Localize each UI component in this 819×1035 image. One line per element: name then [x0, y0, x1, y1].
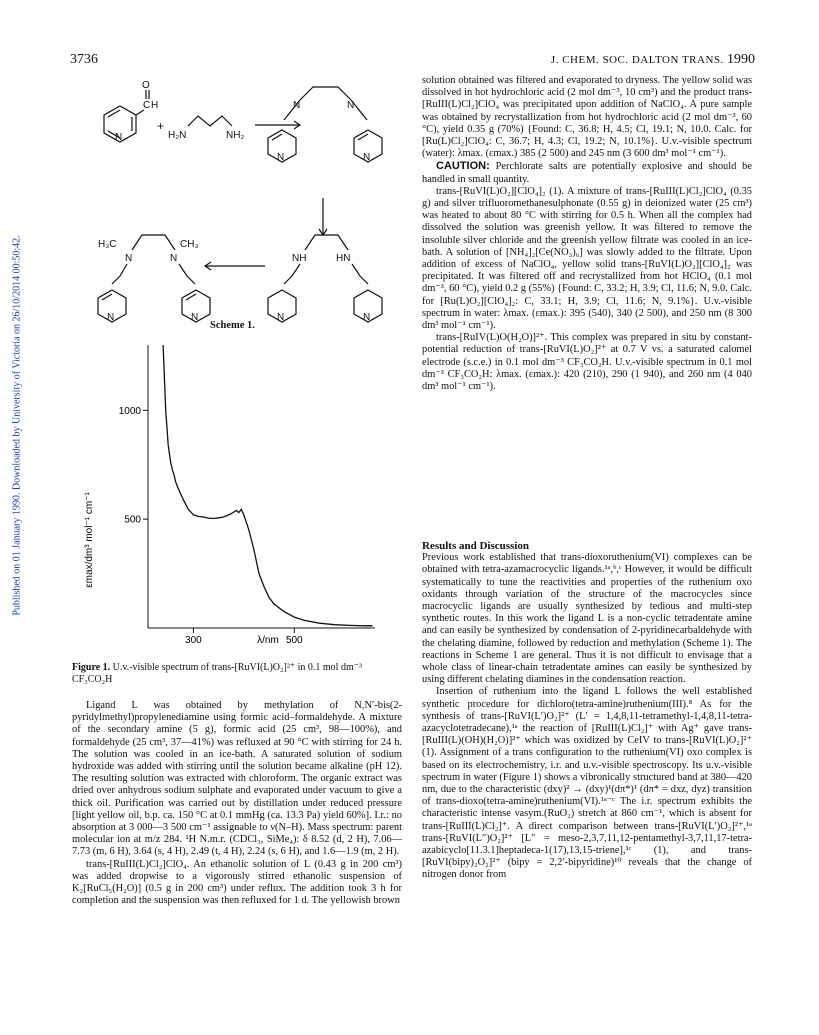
- ligand-ring-n1-label: N: [107, 312, 115, 323]
- diimine-chain: [300, 87, 351, 100]
- caution-text: Perchlorate salts are potentially explosive and should be handled in small quantity.: [422, 161, 752, 185]
- plus-sign: +: [157, 119, 165, 133]
- results-heading: Results and Discussion: [422, 540, 529, 552]
- reduced-hn-label: HN: [336, 253, 351, 264]
- ligand-me2-label: CH₃: [180, 239, 199, 250]
- ligand-ring-n2-label: N: [191, 312, 199, 323]
- paragraph-ru3-continuation: solution obtained was filtered and evaporated to dryness. The yellow solid was dissolved in hot hydrochloric acid (2 mol dm⁻³, 10 cm³) and the product trans-[RuIII(L)Cl₂]ClO₄ was precipitated upon addition of NaClO₄. A pure sample was obtained by recrystallization from hot hydrochloric acid (2 mol dm⁻³, 60 °C), yield 0.35 g (70%) {Found: C, 36.8; H, 4.5; Cl, 19.1; N, 10.0. Calc. for [Ru(L)Cl₂]ClO₄: C, 36.7; H, 4.3; Cl, 19.2; N, 10.1%}. U.v.-visible spectrum (water): λmax. (εmax.) 385 (2 500) and 245 nm (3 600 dm³ mol⁻¹ cm⁻¹).: [422, 75, 752, 160]
- journal-header: [551, 52, 755, 68]
- ligand-l-chain: [132, 235, 175, 250]
- diimine-n2-label: N: [347, 100, 355, 111]
- diamine-right-label: NH₂: [226, 130, 245, 141]
- paragraph-ru4-complex: trans-[RuIV(L)O(H₂O)]²⁺. This complex was prepared in situ by constant-potential reduction of trans-[RuVI(L)O₂]²⁺ at 0.7 V vs. a saturated calomel electrode (s.c.e.) in 0.1 mol dm⁻³ CF₃CO₂H. U.v.-visible spectrum in 0.1 mol dm⁻³ CF₃CO₂H: λmax. (εmax.): 420 (210), 290 (1 940), and 260 nm (4 040 dm³ mol⁻¹ cm⁻¹).: [422, 332, 752, 393]
- download-watermark[interactable]: Published on 01 January 1990. Downloaded by University of Victoria on 26/10/2014 00:50:42.: [11, 235, 23, 616]
- diimine-ring-n2-label: N: [363, 152, 371, 163]
- ligand-me1-label: H₃C: [98, 239, 117, 250]
- diamine-left-label: H₂N: [168, 130, 187, 141]
- chart-xlabel: λ/nm: [257, 635, 279, 646]
- chart-ylabel: εmax/dm³ mol⁻¹ cm⁻¹: [84, 492, 95, 588]
- paragraph-ru6-complex: trans-[RuVI(L)O₂][ClO₄]₂ (1). A mixture of trans-[RuIII(L)Cl₂]ClO₄ (0.35 g) and silver trifluoromethanesulphonate (0.55 g) in deionized water (25 cm³) was heated to about 80 °C with stirring for 0.5 h. When all the complex had dissolved the solution was greenish yellow. It was filtered to remove the insoluble silver chloride and the greenish yellow filtrate was cooled in an ice-bath. A solution of [NH₄]₂[Ce(NO₃)₆] was slowly added to the filtrate. Upon addition of excess of NaClO₄, yellow solid trans-[RuVI(L)O₂][ClO₄]₂ was precipitated. It was filtered off and recrystallized from hot HClO₄ (0.1 mol dm⁻³, 60 °C), yield 0.2 g (55%) {Found: C, 33.2; H, 3.9; Cl, 11.6; N, 9.0. Calc. for [Ru(L)O₂][ClO₄]₂: C, 33.1; H, 3.9; Cl, 11.6; N, 9.1%}. U.v.-visible spectrum in water: λmax. (εmax.): 395 (540), 340 (2 500), and 250 nm (8 300 dm³ mol⁻¹ cm⁻¹).: [422, 185, 752, 332]
- diimine-ring-n1-label: N: [277, 152, 285, 163]
- diamine-chain: [188, 116, 232, 126]
- paragraph-ru3-complex: trans-[RuIII(L)Cl₂]ClO₄. An ethanolic solution of L (0.43 g in 200 cm³) was added dropwise to a vigorously stirred ethanolic suspension of K₂[RuCl₅(H₂O)] (0.5 g in 200 cm³) under reflux. The addition took 3 h for completion and the suspension was then refluxed for 1 d. The yellowish brown: [72, 858, 402, 907]
- diimine-n1-label: N: [293, 100, 301, 111]
- left-column-body: [72, 700, 402, 907]
- reduced-ring-n2-label: N: [363, 312, 371, 323]
- paragraph-ligand-synthesis: Ligand L was obtained by methylation of N,N′-bis(2-pyridylmethyl)propylenediamine using formic acid–formaldehyde. A mixture of the secondary amine (5 g), formic acid (25 cm³, 98—100%), and formaldehyde (25 cm³, 37—41%) was refluxed at 90 °C with stirring for 24 h. The solution was cooled in an ice-bath. A saturated solution of sodium hydroxide was added with stirring until the solution became alkaline (pH 12). The resulting solution was extracted with chloroform. The organic extract was dried over anhydrous sodium sulphate and evaporated under vacuum to give a thick oil. Purification was carried out by distillation under reduced pressure [light yellow oil, b.p. ca. 150 °C at 0.1 mmHg (ca. 13.3 Pa) yield 60%]. I.r.: no absorption at 3 000—3 500 cm⁻¹ assignable to ν(N–H). Mass spectrum: parent molecular ion at m/z 284. ¹H N.m.r. (CDCl₃, SiMe₄): δ 8.52 (d, 2 H), 7.06—7.73 (m, 6 H), 3.64 (s, 4 H), 2.49 (t, 4 H), 2.24 (s, 6 H), and 1.6—1.9 (m, 2 H).: [72, 700, 402, 858]
- paragraph-caution: [422, 160, 752, 185]
- figure-caption-label: Figure 1.: [72, 662, 111, 673]
- y-tick-label: 500: [124, 514, 141, 526]
- aldehyde-c-label: C: [143, 100, 151, 111]
- y-tick-label: 1000: [118, 405, 141, 417]
- aldehyde-h-label: H: [151, 100, 159, 111]
- x-tick-label: 300: [185, 635, 202, 646]
- right-column-experimental: [422, 75, 752, 393]
- reduced-nh-label: NH: [292, 253, 307, 264]
- caution-label: CAUTION:: [436, 160, 490, 173]
- reduced-amine-chain: [305, 235, 348, 250]
- ligand-n1-label: N: [125, 253, 133, 264]
- ligand-n2-label: N: [170, 253, 178, 264]
- paragraph-results-2: Insertion of ruthenium into the ligand L follows the well established synthetic procedure for dichloro(tetra-amine)ruthenium(III).⁸ As for the synthesis of trans-[RuVI(L′)O₂]²⁺ (L′ = 1,4,8,11-tetramethyl-1,4,8,11-tetra-azacyclotetradecane),¹ᵃ the reaction of [RuIII(L)Cl₂]⁺ with Ag⁺ gave trans-[RuIII(L)(OH)(H₂O)]²⁺ which was oxidized by CeIV to trans-[RuVI(L)O₂]²⁺ (1). Assignment of a trans configuration to the ruthenium(VI) oxo complex is based on its electrochemistry, i.r. and u.v.-visible spectroscopy. Its u.v.-visible spectrum in water (Figure 1) shows a vibronically structured band at 380—420 nm, due to the characteristic (dxy)² → (dxy)¹(dπ*)¹ (dπ* = dxz, dyz) transition of trans-dioxo(tetra-amine)ruthenium(VI).¹ᵃ⁻ᶜ The i.r. spectrum exhibits the characteristic intense νasym.(RuO₂) stretch at 860 cm⁻¹, which is absent for trans-[RuIII(L)Cl₂]⁺. A direct comparison between trans-[RuVI(L′)O₂]²⁺,¹ᵃ trans-[RuVI(L″)O₂]²⁺ [L″ = meso-2,3,7,11,12-pentamethyl-3,7,11,17-tetra-azabicyclo[11.3.1]heptadeca-1(17),13,15-triene],¹ᶜ (1), and trans-[RuVI(bipy)₂O₂]²⁺ (bipy = 2,2′-bipyridine)¹⁰ reveals that the change of nitrogen donor from: [422, 686, 752, 881]
- paragraph-results-1: Previous work established that trans-dioxoruthenium(VI) complexes can be obtained with tetra-azamacrocyclic ligands.¹ᵃ,ᵇ,ᶜ However, it would be difficult systematically to tune the reactivities and properties of the ruthenium oxo oxidants through variation of the structure of the macrocycles since macrocyclic ligands are usually synthesized by tedious and multi-step synthetic routes. In this work the ligand L is a non-cyclic tetradentate amine and can easily be synthesized by condensation of 2-pyridinecarbaldehyde with the chelating diamine, followed by reduction and methylation (Scheme 1). The reactions in Scheme 1 are general. Thus it is not difficult to envisage that a whole class of linear-chain tetradentate amines can easily be synthesized by using different chelating diamines in the condensation reaction.: [422, 552, 752, 686]
- reduced-ring-n1-label: N: [277, 312, 285, 323]
- figure-caption-text: U.v.-visible spectrum of trans-[RuVI(L)O₂]²⁺ in 0.1 mol dm⁻³ CF₃CO₂H: [72, 662, 363, 685]
- results-discussion-section: [422, 540, 752, 882]
- spectrum-line: [163, 345, 372, 626]
- figure-1-caption: [72, 662, 402, 686]
- journal-name: J. CHEM. SOC. DALTON TRANS.: [550, 54, 724, 66]
- aldehyde-o-label: O: [142, 80, 150, 91]
- aldehyde-ring-n-label: N: [115, 132, 123, 143]
- journal-year: 1990: [727, 52, 755, 67]
- page-number: 3736: [70, 52, 98, 67]
- scheme-1-diagram: [70, 70, 410, 325]
- figure-1-chart: [70, 340, 410, 655]
- x-tick-label: 500: [285, 635, 303, 646]
- scheme-label: Scheme 1.: [210, 320, 255, 331]
